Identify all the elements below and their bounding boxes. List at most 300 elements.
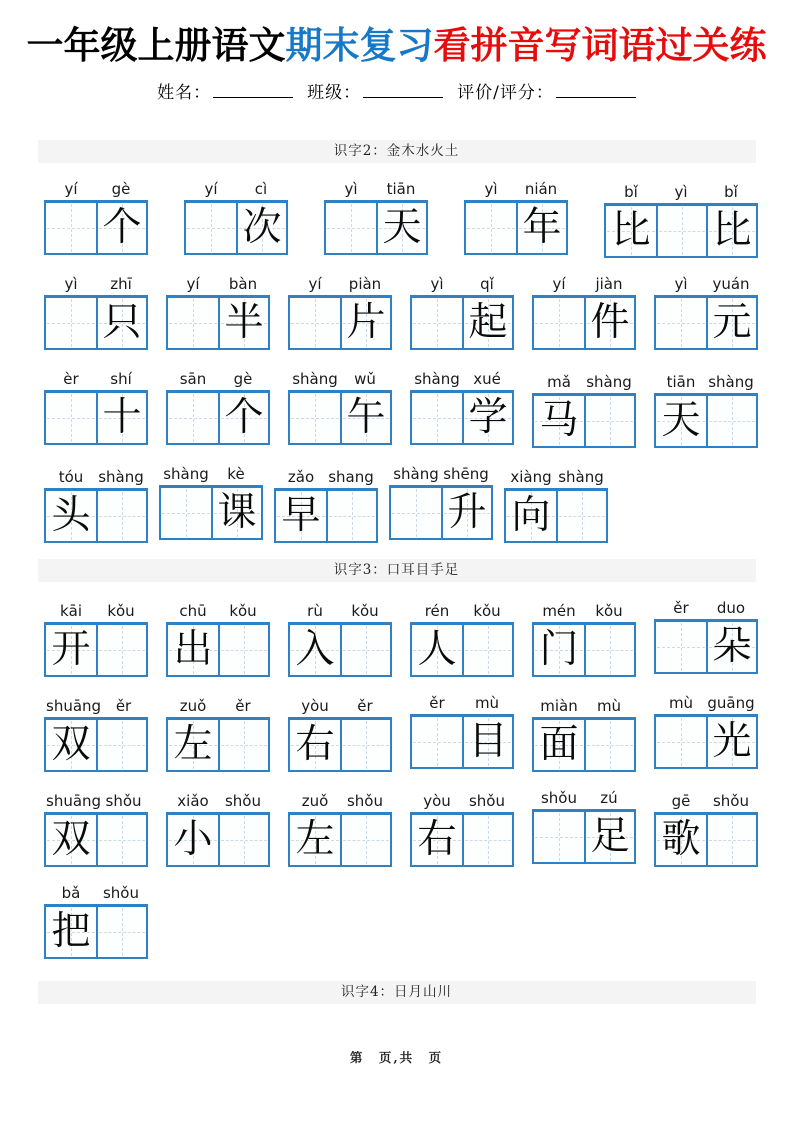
- writing-cell: [96, 393, 146, 443]
- writing-cell: [412, 298, 462, 348]
- word-group: [532, 696, 636, 772]
- writing-cell: [218, 298, 268, 348]
- section-rows: [44, 582, 758, 959]
- pinyin-syllable: gè: [111, 180, 131, 198]
- pinyin-row: [654, 372, 758, 392]
- writing-grid: [532, 622, 636, 677]
- writing-grid: [44, 717, 148, 772]
- pinyin-syllable: jiàn: [595, 275, 623, 293]
- pinyin-syllable: mǎ: [547, 373, 571, 391]
- writing-cell: [326, 491, 376, 541]
- writing-cell: [46, 907, 96, 957]
- pinyin-syllable: wǔ: [354, 370, 376, 388]
- word-group: [654, 372, 758, 448]
- class-blank: [363, 83, 443, 98]
- worksheet-section: [0, 981, 793, 1004]
- writing-cell: [96, 815, 146, 865]
- writing-grid: [44, 488, 148, 543]
- pinyin-row: [410, 693, 514, 713]
- section-header: 识字2：金木水火土: [38, 140, 756, 163]
- pinyin-syllable: yòu: [423, 792, 451, 810]
- pinyin-syllable: shàng: [163, 465, 209, 483]
- hanzi-character: 人: [417, 627, 457, 672]
- word-group: [410, 369, 514, 448]
- writing-grid: [44, 904, 148, 959]
- writing-cell: [506, 491, 556, 541]
- pinyin-syllable: yí: [552, 275, 566, 293]
- writing-cell: [534, 625, 584, 675]
- pinyin-row: [410, 274, 514, 294]
- writing-cell: [534, 812, 584, 862]
- pinyin-syllable: rù: [307, 602, 323, 620]
- writing-grid: [389, 485, 493, 540]
- writing-grid: [464, 200, 568, 255]
- pinyin-syllable: yì: [64, 275, 78, 293]
- writing-cell: [412, 625, 462, 675]
- hanzi-character: 足: [590, 814, 630, 859]
- writing-cell: [516, 203, 566, 253]
- pinyin-row: [184, 179, 288, 199]
- writing-cell: [218, 625, 268, 675]
- pinyin-row: [654, 693, 758, 713]
- writing-cell: [584, 625, 634, 675]
- word-group: [274, 467, 378, 543]
- writing-cell: [606, 206, 656, 256]
- pinyin-row: [288, 369, 392, 389]
- pinyin-syllable: shuāng: [46, 697, 102, 715]
- writing-cell: [46, 720, 96, 770]
- hanzi-character: 片: [346, 300, 386, 345]
- word-group: [166, 369, 270, 448]
- word-group: [410, 274, 514, 353]
- writing-cell: [706, 396, 756, 446]
- pinyin-syllable: kǒu: [107, 602, 135, 620]
- hanzi-character: 把: [51, 909, 91, 954]
- pinyin-syllable: bǎ: [61, 884, 81, 902]
- word-row: [44, 598, 758, 677]
- writing-cell: [534, 720, 584, 770]
- writing-grid: [44, 622, 148, 677]
- pinyin-row: [274, 467, 378, 487]
- worksheet-section: [0, 559, 793, 959]
- writing-cell: [46, 625, 96, 675]
- pinyin-syllable: shàng: [98, 468, 144, 486]
- pinyin-syllable: shǒu: [102, 884, 139, 902]
- writing-cell: [706, 622, 756, 672]
- pinyin-syllable: piàn: [348, 275, 382, 293]
- word-row: [44, 369, 758, 448]
- writing-cell: [236, 203, 286, 253]
- sections: [0, 140, 793, 1004]
- pinyin-row: [44, 601, 148, 621]
- word-group: [184, 179, 288, 258]
- hanzi-character: 歌: [661, 817, 701, 862]
- pinyin-row: [532, 372, 636, 392]
- pinyin-syllable: chū: [179, 602, 207, 620]
- word-group: [410, 693, 514, 772]
- writing-grid: [288, 622, 392, 677]
- writing-grid: [44, 295, 148, 350]
- pinyin-row: [654, 274, 758, 294]
- writing-cell: [412, 393, 462, 443]
- word-group: [604, 182, 758, 258]
- writing-cell: [211, 488, 261, 538]
- pinyin-row: [44, 791, 148, 811]
- writing-grid: [654, 295, 758, 350]
- writing-grid: [288, 812, 392, 867]
- writing-grid: [410, 714, 514, 769]
- pinyin-syllable: xiàng: [510, 468, 552, 486]
- pinyin-syllable: guāng: [707, 694, 755, 712]
- hanzi-character: 元: [712, 300, 752, 345]
- writing-cell: [290, 625, 340, 675]
- hanzi-character: 比: [712, 208, 752, 253]
- word-group: [166, 274, 270, 353]
- pinyin-row: [532, 601, 636, 621]
- hanzi-character: 天: [661, 398, 701, 443]
- word-group: [288, 274, 392, 353]
- word-group: [44, 601, 148, 677]
- hanzi-character: 件: [590, 300, 630, 345]
- word-group: [504, 467, 608, 543]
- class-label: 班级：: [307, 83, 362, 103]
- word-row: [44, 788, 758, 867]
- pinyin-syllable: yí: [308, 275, 322, 293]
- pinyin-syllable: kǒu: [473, 602, 501, 620]
- pinyin-syllable: shǒu: [468, 792, 505, 810]
- word-group: [532, 274, 636, 353]
- section-header: 识字4：日月山川: [38, 981, 756, 1004]
- pinyin-syllable: yì: [430, 275, 444, 293]
- writing-cell: [656, 815, 706, 865]
- pinyin-syllable: mù: [596, 697, 622, 715]
- pinyin-row: [389, 464, 493, 484]
- word-group: [532, 372, 636, 448]
- word-row: [44, 464, 758, 543]
- pinyin-syllable: ěr: [235, 697, 251, 715]
- writing-cell: [46, 815, 96, 865]
- writing-cell: [290, 298, 340, 348]
- pinyin-row: [44, 179, 148, 199]
- writing-cell: [218, 815, 268, 865]
- pinyin-row: [288, 791, 392, 811]
- writing-grid: [532, 393, 636, 448]
- writing-grid: [288, 717, 392, 772]
- pinyin-row: [44, 696, 148, 716]
- writing-cell: [462, 815, 512, 865]
- word-row: [44, 883, 758, 959]
- pinyin-syllable: èr: [63, 370, 79, 388]
- pinyin-row: [166, 696, 270, 716]
- writing-cell: [706, 206, 756, 256]
- pinyin-syllable: zuǒ: [301, 792, 329, 810]
- writing-cell: [391, 488, 441, 538]
- writing-cell: [326, 203, 376, 253]
- pinyin-syllable: yì: [674, 275, 688, 293]
- pinyin-row: [288, 696, 392, 716]
- hanzi-character: 十: [102, 395, 142, 440]
- pinyin-syllable: xué: [473, 370, 501, 388]
- pinyin-syllable: tiān: [666, 373, 696, 391]
- pinyin-syllable: tóu: [58, 468, 84, 486]
- writing-cell: [466, 203, 516, 253]
- pinyin-syllable: shàng: [586, 373, 632, 391]
- writing-grid: [410, 390, 514, 445]
- pinyin-row: [166, 369, 270, 389]
- writing-cell: [290, 393, 340, 443]
- pinyin-syllable: bǐ: [724, 183, 738, 201]
- writing-cell: [276, 491, 326, 541]
- pinyin-row: [166, 274, 270, 294]
- pinyin-syllable: cì: [254, 180, 268, 198]
- pinyin-syllable: gè: [233, 370, 253, 388]
- pinyin-row: [159, 464, 263, 484]
- word-group: [44, 274, 148, 353]
- score-blank: [556, 83, 636, 98]
- page-title: [0, 22, 793, 70]
- hanzi-character: 小: [173, 817, 213, 862]
- pinyin-syllable: mén: [542, 602, 576, 620]
- writing-cell: [656, 206, 706, 256]
- writing-cell: [706, 298, 756, 348]
- worksheet-section: [0, 140, 793, 543]
- word-group: [166, 601, 270, 677]
- section-header: 识字3：口耳目手足: [38, 559, 756, 582]
- pinyin-syllable: bàn: [228, 275, 258, 293]
- writing-cell: [706, 815, 756, 865]
- pinyin-row: [654, 791, 758, 811]
- hanzi-character: 右: [417, 817, 457, 862]
- word-group: [324, 179, 428, 258]
- writing-grid: [532, 295, 636, 350]
- pinyin-syllable: rén: [424, 602, 450, 620]
- pinyin-syllable: shǒu: [224, 792, 261, 810]
- word-group: [654, 598, 758, 677]
- writing-cell: [168, 298, 218, 348]
- hanzi-character: 学: [468, 395, 508, 440]
- hanzi-character: 天: [382, 205, 422, 250]
- pinyin-syllable: yí: [186, 275, 200, 293]
- hanzi-character: 面: [539, 722, 579, 767]
- writing-grid: [410, 295, 514, 350]
- pinyin-syllable: yí: [204, 180, 218, 198]
- pinyin-syllable: yí: [64, 180, 78, 198]
- word-group: [44, 696, 148, 772]
- pinyin-row: [464, 179, 568, 199]
- writing-grid: [504, 488, 608, 543]
- pinyin-syllable: ěr: [115, 697, 132, 715]
- writing-cell: [168, 625, 218, 675]
- pinyin-row: [532, 696, 636, 716]
- writing-cell: [46, 203, 96, 253]
- writing-cell: [96, 203, 146, 253]
- title-part-blue: 期末复习: [285, 25, 434, 66]
- writing-grid: [532, 809, 636, 864]
- pinyin-row: [324, 179, 428, 199]
- hanzi-character: 出: [173, 627, 213, 672]
- word-group: [288, 369, 392, 448]
- writing-cell: [656, 622, 706, 672]
- writing-cell: [656, 298, 706, 348]
- word-group: [389, 464, 493, 543]
- writing-cell: [462, 717, 512, 767]
- writing-cell: [46, 491, 96, 541]
- writing-grid: [410, 812, 514, 867]
- pinyin-syllable: zuǒ: [179, 697, 207, 715]
- pinyin-syllable: shàng: [292, 370, 338, 388]
- writing-cell: [96, 720, 146, 770]
- writing-cell: [441, 488, 491, 538]
- pinyin-row: [44, 883, 148, 903]
- word-group: [288, 696, 392, 772]
- pinyin-row: [532, 788, 636, 808]
- hanzi-character: 个: [224, 395, 264, 440]
- pinyin-syllable: yuán: [712, 275, 750, 293]
- hanzi-character: 午: [346, 395, 386, 440]
- writing-cell: [462, 625, 512, 675]
- word-group: [464, 179, 568, 258]
- word-row: [44, 274, 758, 353]
- hanzi-character: 头: [51, 493, 91, 538]
- writing-grid: [44, 390, 148, 445]
- writing-cell: [46, 393, 96, 443]
- writing-grid: [410, 622, 514, 677]
- writing-cell: [161, 488, 211, 538]
- writing-cell: [584, 396, 634, 446]
- hanzi-character: 左: [295, 817, 335, 862]
- writing-cell: [706, 717, 756, 767]
- pinyin-row: [410, 601, 514, 621]
- writing-cell: [46, 298, 96, 348]
- pinyin-row: [166, 601, 270, 621]
- writing-cell: [534, 298, 584, 348]
- writing-cell: [96, 298, 146, 348]
- writing-cell: [556, 491, 606, 541]
- writing-grid: [654, 393, 758, 448]
- word-group: [44, 883, 148, 959]
- hanzi-character: 比: [611, 208, 651, 253]
- pinyin-syllable: zú: [600, 789, 618, 807]
- pinyin-syllable: mù: [474, 694, 500, 712]
- title-part-red: 看拼音写词语过关练: [433, 25, 767, 66]
- pinyin-row: [410, 369, 514, 389]
- hanzi-character: 双: [51, 722, 91, 767]
- pinyin-row: [44, 467, 148, 487]
- pinyin-syllable: shang: [328, 468, 374, 486]
- writing-grid: [274, 488, 378, 543]
- pinyin-syllable: ěr: [357, 697, 373, 715]
- word-group: [44, 467, 148, 543]
- writing-grid: [166, 717, 270, 772]
- hanzi-character: 光: [712, 719, 752, 764]
- hanzi-character: 马: [539, 398, 579, 443]
- pinyin-syllable: sān: [179, 370, 207, 388]
- writing-grid: [166, 295, 270, 350]
- writing-cell: [412, 815, 462, 865]
- pinyin-syllable: yì: [484, 180, 498, 198]
- writing-grid: [324, 200, 428, 255]
- pinyin-row: [410, 791, 514, 811]
- pinyin-syllable: shǒu: [105, 792, 142, 810]
- pinyin-row: [44, 274, 148, 294]
- pinyin-syllable: shǒu: [540, 789, 577, 807]
- word-group: [532, 601, 636, 677]
- hanzi-character: 个: [102, 205, 142, 250]
- writing-grid: [166, 390, 270, 445]
- writing-grid: [166, 622, 270, 677]
- hanzi-character: 双: [51, 817, 91, 862]
- word-group: [654, 274, 758, 353]
- pinyin-row: [532, 274, 636, 294]
- writing-cell: [96, 907, 146, 957]
- pinyin-syllable: shǒu: [712, 792, 749, 810]
- pinyin-syllable: shàng: [558, 468, 604, 486]
- hanzi-character: 开: [51, 627, 91, 672]
- writing-cell: [96, 625, 146, 675]
- pinyin-syllable: kè: [227, 465, 245, 483]
- pinyin-row: [166, 791, 270, 811]
- word-group: [44, 369, 148, 448]
- writing-cell: [376, 203, 426, 253]
- pinyin-row: [288, 601, 392, 621]
- hanzi-character: 朵: [712, 624, 752, 669]
- writing-grid: [654, 714, 758, 769]
- writing-cell: [340, 625, 390, 675]
- writing-cell: [412, 717, 462, 767]
- name-label: 姓名：: [157, 83, 212, 103]
- title-part-black: 一年级上册语文: [26, 25, 286, 66]
- word-group: [410, 601, 514, 677]
- hanzi-character: 半: [224, 300, 264, 345]
- score-label: 评价/评分：: [457, 83, 554, 103]
- word-group: [654, 791, 758, 867]
- pinyin-syllable: miàn: [540, 697, 578, 715]
- word-group: [44, 179, 148, 258]
- pinyin-syllable: zǎo: [287, 468, 315, 486]
- pinyin-row: [44, 369, 148, 389]
- pinyin-syllable: xiǎo: [177, 792, 209, 810]
- hanzi-character: 向: [511, 493, 551, 538]
- pinyin-row: [604, 182, 758, 202]
- writing-grid: [184, 200, 288, 255]
- writing-grid: [166, 812, 270, 867]
- pinyin-syllable: zhī: [110, 275, 132, 293]
- pinyin-syllable: yì: [674, 183, 688, 201]
- word-group: [166, 791, 270, 867]
- hanzi-character: 门: [539, 627, 579, 672]
- writing-cell: [656, 717, 706, 767]
- hanzi-character: 早: [281, 493, 321, 538]
- pinyin-syllable: yòu: [301, 697, 329, 715]
- pinyin-row: [654, 598, 758, 618]
- writing-cell: [168, 720, 218, 770]
- writing-grid: [44, 812, 148, 867]
- pinyin-syllable: shǒu: [346, 792, 383, 810]
- pinyin-syllable: kǒu: [351, 602, 379, 620]
- writing-cell: [96, 491, 146, 541]
- writing-cell: [290, 815, 340, 865]
- hanzi-character: 课: [217, 490, 257, 535]
- word-row: [44, 179, 758, 258]
- writing-cell: [218, 393, 268, 443]
- word-group: [410, 791, 514, 867]
- writing-cell: [340, 298, 390, 348]
- writing-grid: [532, 717, 636, 772]
- hanzi-character: 次: [242, 205, 282, 250]
- hanzi-character: 只: [102, 300, 142, 345]
- pinyin-row: [504, 467, 608, 487]
- word-group: [44, 791, 148, 867]
